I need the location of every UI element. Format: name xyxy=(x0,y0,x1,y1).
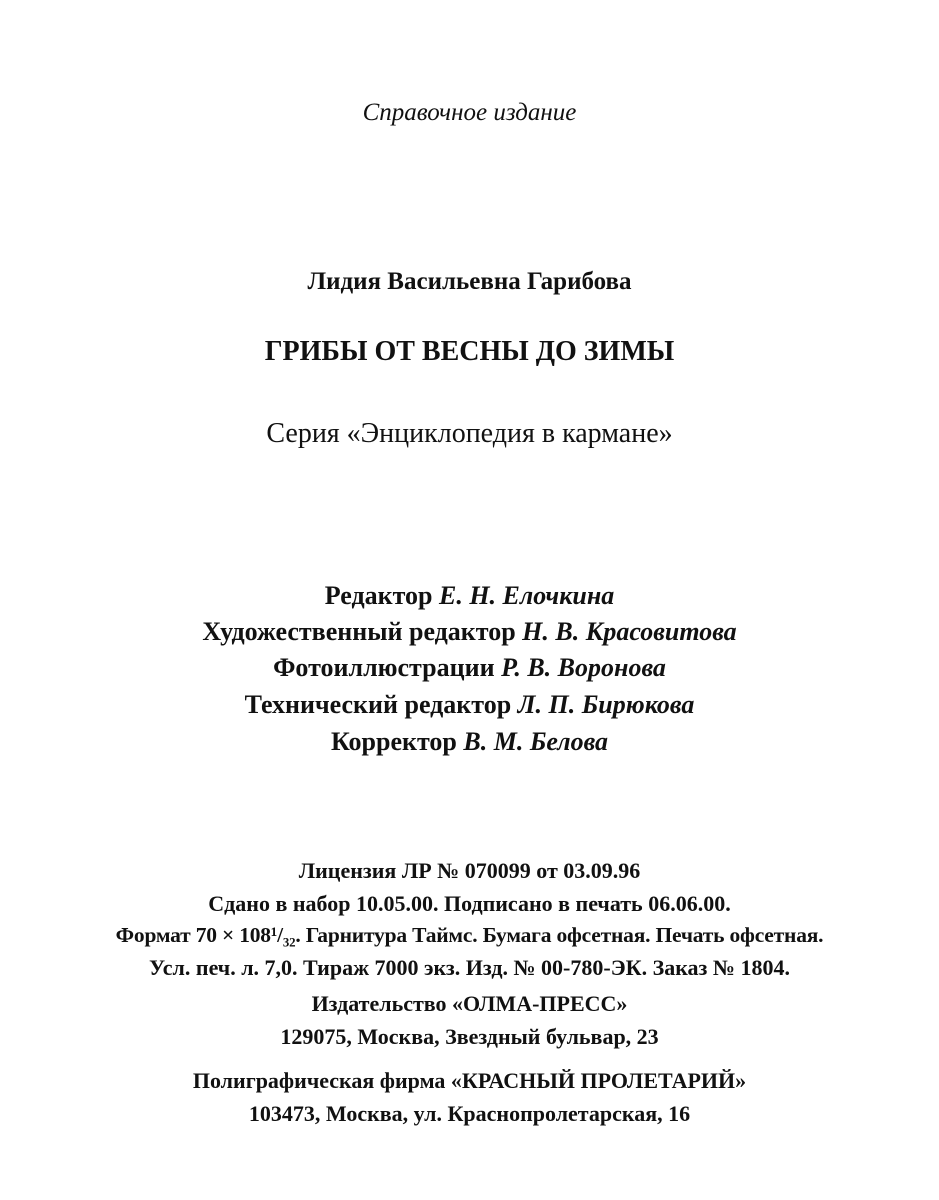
credit-role: Редактор xyxy=(324,581,433,610)
credit-tech-editor xyxy=(0,692,939,718)
credit-role: Корректор xyxy=(330,727,457,756)
printer-name: Полиграфическая фирма «КРАСНЫЙ ПРОЛЕТАРИЙ» xyxy=(192,1068,747,1093)
print-run-line: Усл. печ. л. 7,0. Тираж 7000 экз. Изд. № 00-780-ЭК. Заказ № 1804. xyxy=(149,955,790,980)
credit-art-editor xyxy=(0,619,939,645)
dates-line: Сдано в набор 10.05.00. Подписано в печать 06.06.00. xyxy=(208,891,731,916)
credit-role: Технический редактор xyxy=(244,690,512,719)
license-line: Лицензия ЛР № 070099 от 03.09.96 xyxy=(298,858,641,883)
credit-role: Художественный редактор xyxy=(202,617,516,646)
credit-person: Е. Н. Елочкина xyxy=(438,581,615,610)
publisher-address: 129075, Москва, Звездный бульвар, 23 xyxy=(280,1024,659,1049)
credit-person: Н. В. Красовитова xyxy=(522,617,737,646)
printer-address: 103473, Москва, ул. Краснопролетарская, 16 xyxy=(248,1101,691,1126)
credit-proofreader xyxy=(0,729,939,755)
format-line: Формат 70 × 108¹/₃₂. Гарнитура Таймс. Бумага офсетная. Печать офсетная. xyxy=(115,923,824,947)
credit-editor xyxy=(0,583,939,609)
credit-person: Л. П. Бирюкова xyxy=(517,690,695,719)
series-name: Серия «Энциклопедия в кармане» xyxy=(266,418,673,449)
publisher-name: Издательство «ОЛМА-ПРЕСС» xyxy=(311,991,628,1016)
book-title: ГРИБЫ ОТ ВЕСНЫ ДО ЗИМЫ xyxy=(264,336,675,367)
author-name: Лидия Васильевна Гарибова xyxy=(307,268,632,295)
publication-type: Справочное издание xyxy=(362,99,577,126)
credit-person: Р. В. Воронова xyxy=(501,653,666,682)
credit-role: Фотоиллюстрации xyxy=(273,653,495,682)
credit-person: В. М. Белова xyxy=(463,727,609,756)
credit-photos xyxy=(0,655,939,681)
